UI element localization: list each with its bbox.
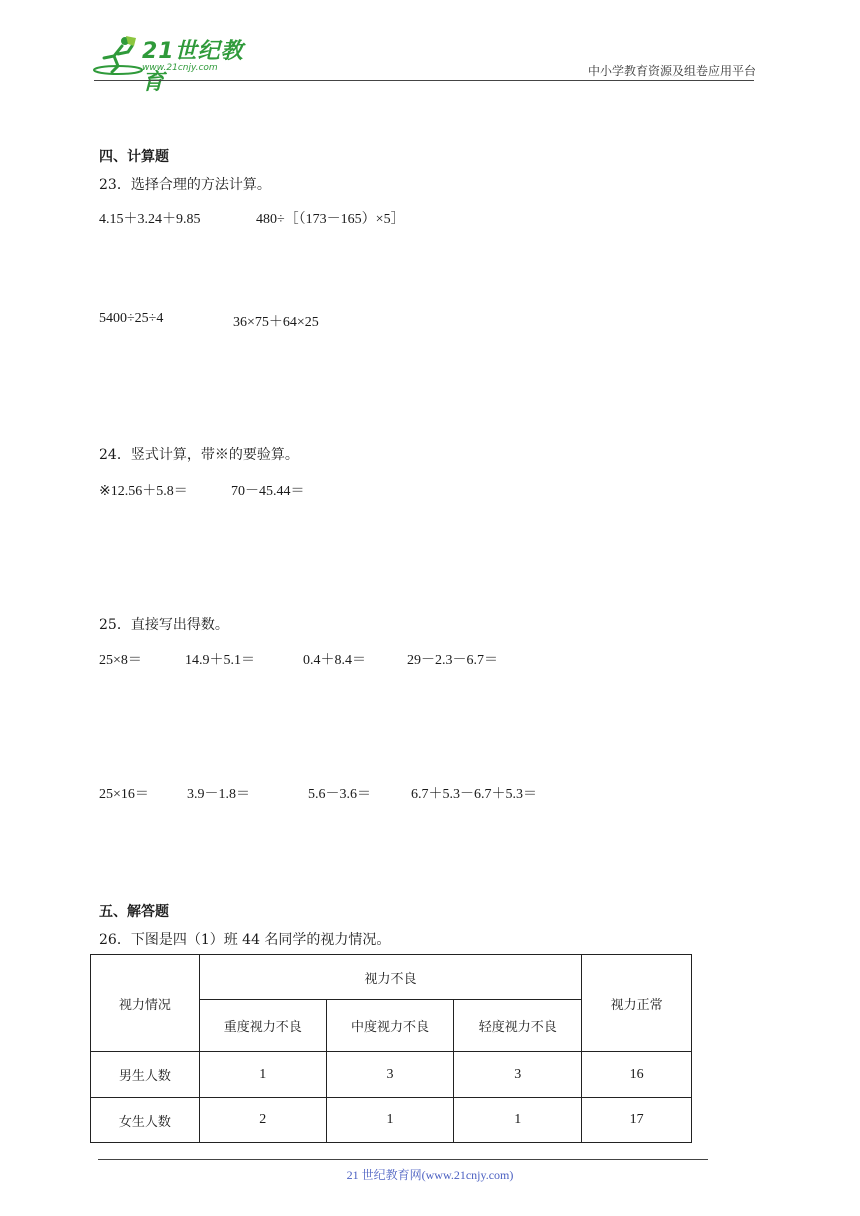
corner-header: 视力情况 [91,955,200,1052]
q25-prompt: 25．直接写出得数。 [99,617,229,633]
q25-expr-3: 0.4＋8.4＝ [303,653,366,668]
moderate-header: 中度视力不良 [326,1000,454,1052]
section-5-title: 五、解答题 [99,904,169,920]
table-cell: 16 [582,1052,692,1098]
logo-url: www.21cnjy.com [142,63,218,73]
q25-expr-6: 3.9－1.8＝ [187,787,250,802]
header-divider [94,80,754,81]
q25-expr-7: 5.6－3.6＝ [308,787,371,802]
q25-expr-4: 29－2.3－6.7＝ [407,653,498,668]
footer-divider [98,1159,708,1160]
q25-expr-2: 14.9＋5.1＝ [185,653,255,668]
q24-expr-1: ※12.56＋5.8＝ [99,484,188,499]
table-cell: 3 [454,1052,582,1098]
q23-prompt: 23．选择合理的方法计算。 [99,177,271,193]
section-4-title: 四、计算题 [99,149,169,165]
footer-link[interactable]: 21 世纪教育网(www.21cnjy.com) [346,1168,514,1182]
vision-table [90,954,692,1143]
severe-header: 重度视力不良 [199,1000,326,1052]
table-cell: 1 [454,1098,582,1143]
table-cell: 2 [199,1098,326,1143]
q23-expr-1: 4.15＋3.24＋9.85 [99,212,201,227]
table-cell: 1 [199,1052,326,1098]
mild-header: 轻度视力不良 [454,1000,582,1052]
q25-expr-1: 25×8＝ [99,653,142,668]
table-row [91,1052,692,1098]
q25-expr-5: 25×16＝ [99,787,149,802]
table-cell: 1 [326,1098,454,1143]
normal-vision-header: 视力正常 [582,955,692,1052]
site-logo [92,34,262,95]
platform-name: 中小学教育资源及组卷应用平台 [587,64,756,78]
runner-icon [92,34,144,78]
q24-expr-2: 70－45.44＝ [231,484,305,499]
logo-wordmark: 21世纪教育 [142,39,244,95]
q23-expr-3: 5400÷25÷4 [99,311,164,326]
table-row [91,1098,692,1143]
q24-prompt: 24．竖式计算，带※的要验算。 [99,447,299,463]
q25-expr-8: 6.7＋5.3－6.7＋5.3＝ [411,787,537,802]
q26-prompt: 26．下图是四（1）班 44 名同学的视力情况。 [99,932,391,948]
row-label: 女生人数 [91,1098,200,1143]
row-label: 男生人数 [91,1052,200,1098]
table-cell: 3 [326,1052,454,1098]
poor-vision-header: 视力不良 [199,955,581,1000]
table-cell: 17 [582,1098,692,1143]
q23-expr-4: 36×75＋64×25 [233,315,319,330]
q23-expr-2: 480÷［（173－165）×5］ [256,212,405,227]
